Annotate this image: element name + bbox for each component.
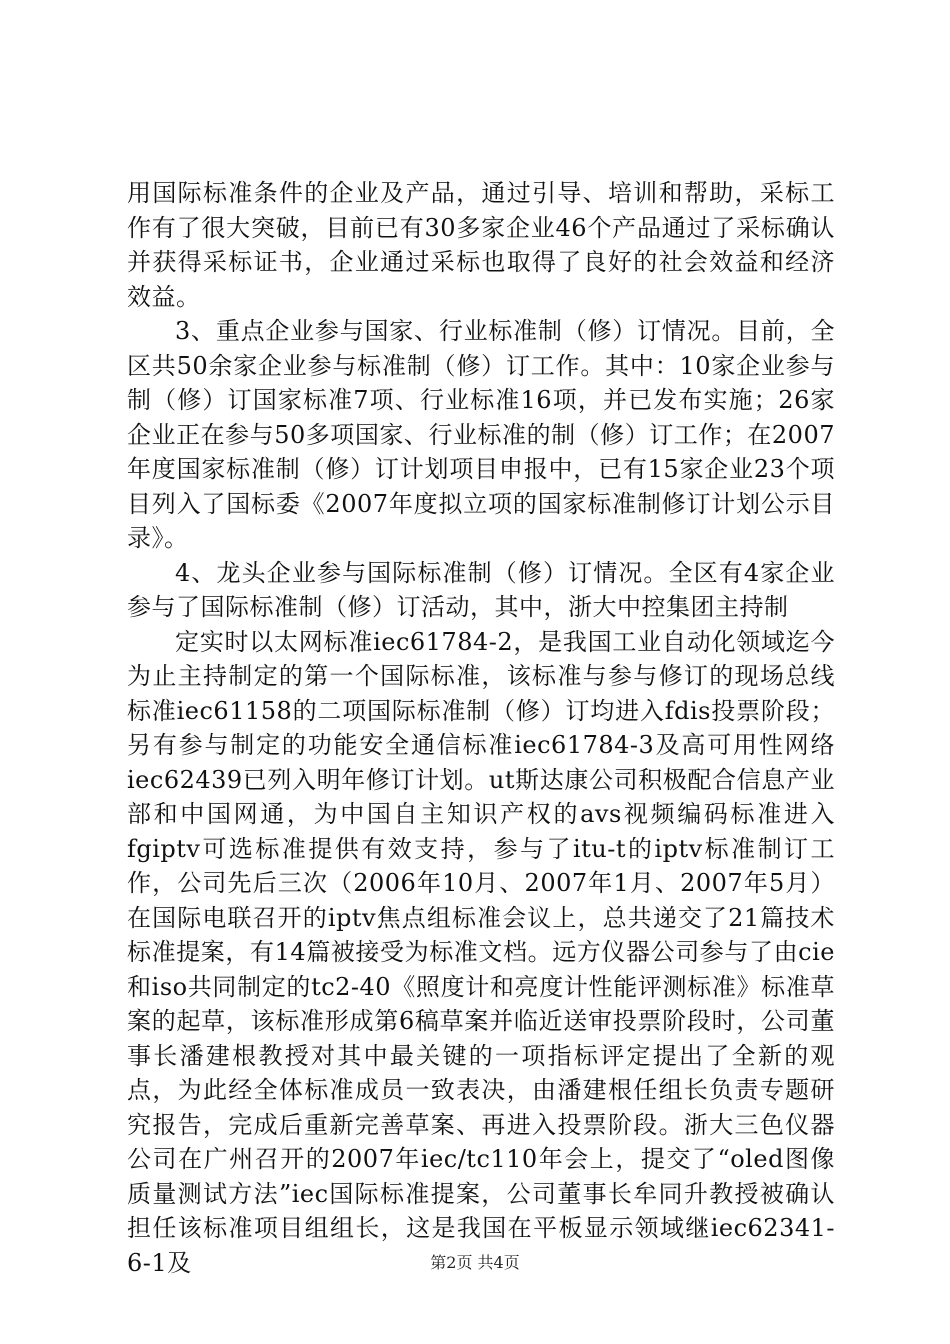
body-text [127, 176, 835, 1280]
paragraph-2: 3、重点企业参与国家、行业标准制（修）订情况。目前，全区共50余家企业参与标准制（修）订工作。其中：10家企业参与制（修）订国家标准7项、行业标准16项，并已发布实施；26家企业正在参与50多项国家、行业标准的制（修）订工作；在2007年度国家标准制（修）订计划项目申报中，已有15家企业23个项目列入了国标委《2007年度拟立项的国家标准制修订计划公示目录》。 [127, 317, 835, 552]
paragraph-1: 用国际标准条件的企业及产品，通过引导、培训和帮助，采标工作有了很大突破，目前已有30多家企业46个产品通过了采标确认并获得采标证书，企业通过采标也取得了良好的社会效益和经济效益。 [127, 179, 835, 311]
page-number: 第2页 共4页 [430, 1253, 520, 1272]
paragraph-4: 定实时以太网标准iec61784-2，是我国工业自动化领域迄今为止主持制定的第一个国际标准，该标准与参与修订的现场总线标准iec61158的二项国际标准制（修）订均进入fdis投票阶段；另有参与制定的功能安全通信标准iec61784-3及高可用性网络iec62439已列入明年修订计划。ut斯达康公司积极配合信息产业部和中国网通，为中国自主知识产权的avs视频编码标准进入fgiptv可选标准提供有效支持，参与了itu-t的iptv标准制订工作，公司先后三次（2006年10月、2007年1月、2007年5月）在国际电联召开的iptv焦点组标准会议上，总共递交了21篇技术标准提案，有14篇被接受为标准文档。远方仪器公司参与了由cie和iso共同制定的tc2-40《照度计和亮度计性能评测标准》标准草案的起草，该标准形成第6稿草案并临近送审投票阶段时，公司董事长潘建根教授对其中最关键的一项指标评定提出了全新的观点，为此经全体标准成员一致表决，由潘建根任组长负责专题研究报告，完成后重新完善草案、再进入投票阶段。浙大三色仪器公司在广州召开的2007年iec/tc110年会上，提交了“oled图像质量测试方法”iec国际标准提案，公司董事长牟同升教授被确认担任该标准项目组组长，这是我国在平板显示领域继iec62341-6-1及 [127, 627, 835, 1277]
paragraph-3: 4、龙头企业参与国际标准制（修）订情况。全区有4家企业参与了国际标准制（修）订活动，其中，浙大中控集团主持制 [127, 558, 835, 621]
